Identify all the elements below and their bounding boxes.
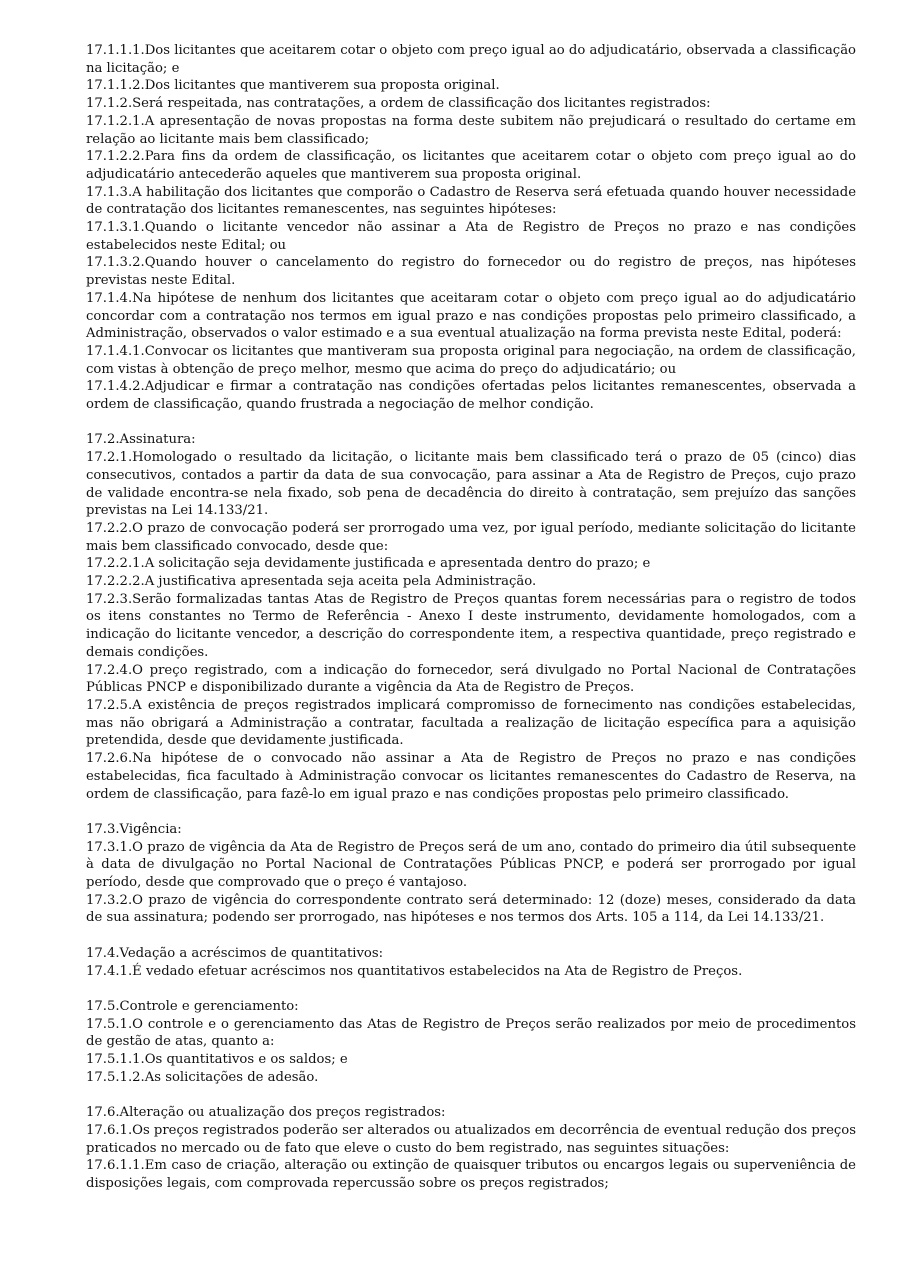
clause-17-2-2: 17.2.2.O prazo de convocação poderá ser prorrogado uma vez, por igual período, mediante solicitação do licitante mais bem classificado convocado, desde que: bbox=[86, 520, 856, 554]
clause-17-1-3: 17.1.3.A habilitação dos licitantes que comporão o Cadastro de Reserva será efetuada quando houver necessidade de contratação dos licitantes remanescentes, nas seguintes hipóteses: bbox=[86, 184, 856, 218]
section-17-2 bbox=[86, 431, 856, 803]
clause-17-2-2-2: 17.2.2.2.A justificativa apresentada seja aceita pela Administração. bbox=[86, 574, 537, 590]
clause-17-2-1: 17.2.1.Homologado o resultado da licitação, o licitante mais bem classificado terá o prazo de 05 (cinco) dias consecutivos, contados a partir da data de sua convocação, para assinar a Ata de Registro de Preços, cujo prazo de validade encontra-se nela fixado, sob pena de decadência do direito à contratação, sem prejuízo das sanções previstas na Lei 14.133/21. bbox=[86, 450, 856, 519]
clause-17-3-2: 17.3.2.O prazo de vigência do correspondente contrato será determinado: 12 (doze) meses, considerado da data de sua assinatura; podendo ser prorrogado, nas hipóteses e nos termos dos Arts. 105 a 114, da Lei 14.133/21. bbox=[86, 892, 856, 926]
section-17-3 bbox=[86, 821, 856, 927]
section-heading-alteracao: 17.6.Alteração ou atualização dos preços registrados: bbox=[86, 1105, 446, 1121]
clause-17-6-1: 17.6.1.Os preços registrados poderão ser alterados ou atualizados em decorrência de eventual redução dos preços praticados no mercado ou de fato que eleve o custo do bem registrado, nas seguintes situações: bbox=[86, 1122, 856, 1156]
clause-17-1-3-1: 17.1.3.1.Quando o licitante vencedor não assinar a Ata de Registro de Preços no prazo e nas condições estabelecidos neste Edital; ou bbox=[86, 220, 856, 253]
section-heading-vigencia: 17.3.Vigência: bbox=[86, 821, 182, 837]
section-17-6 bbox=[86, 1104, 856, 1193]
clause-17-1-2-1: 17.1.2.1.A apresentação de novas propostas na forma deste subitem não prejudicará o resultado do certame em relação ao licitante mais bem classificado; bbox=[86, 113, 856, 147]
clause-17-2-4: 17.2.4.O preço registrado, com a indicação do fornecedor, será divulgado no Portal Nacional de Contratações Públicas PNCP e disponibilizado durante a vigência da Ata de Registro de Preços. bbox=[86, 662, 856, 696]
section-heading-vedacao: 17.4.Vedação a acréscimos de quantitativos: bbox=[86, 945, 384, 961]
clause-17-3-1: 17.3.1.O prazo de vigência da Ata de Registro de Preços será de um ano, contado do primeiro dia útil subsequente à data de divulgação no Portal Nacional de Contratações Públicas PNCP, e poderá ser prorrogado por igual período, desde que comprovado que o preço é vantajoso. bbox=[86, 839, 856, 891]
clause-17-2-2-1: 17.2.2.1.A solicitação seja devidamente justificada e apresentada dentro do prazo; e bbox=[86, 556, 651, 572]
section-17-5 bbox=[86, 998, 856, 1087]
clause-17-2-3: 17.2.3.Serão formalizadas tantas Atas de Registro de Preços quantas forem necessárias para o registro de todos os itens constantes no Termo de Referência - Anexo I deste instrumento, devidamente homologados, com a indicação do licitante vencedor, a descrição do correspondente item, a respectiva quantidade, preço registrado e demais condições. bbox=[86, 591, 856, 660]
clause-17-5-1: 17.5.1.O controle e o gerenciamento das Atas de Registro de Preços serão realizados por meio de procedimentos de gestão de atas, quanto a: bbox=[86, 1016, 856, 1050]
section-17-1-continued bbox=[86, 42, 856, 414]
section-heading-controle: 17.5.Controle e gerenciamento: bbox=[86, 998, 299, 1014]
clause-17-1-4: 17.1.4.Na hipótese de nenhum dos licitantes que aceitaram cotar o objeto com preço igual ao do adjudicatário concordar com a contratação nos termos em igual prazo e nas condições propostas pelo primeiro classificado, a Administração, observados o valor estimado e a sua eventual atualização na forma prevista neste Edital, poderá: bbox=[86, 290, 856, 342]
section-17-4 bbox=[86, 945, 856, 980]
clause-17-1-4-2: 17.1.4.2.Adjudicar e firmar a contratação nas condições ofertadas pelos licitantes remanescentes, observada a ordem de classificação, quando frustrada a negociação de melhor condição. bbox=[86, 379, 856, 413]
clause-17-1-2-2: 17.1.2.2.Para fins da ordem de classificação, os licitantes que aceitarem cotar o objeto com preço igual ao do adjudicatário antecederão aqueles que mantiverem sua proposta original. bbox=[86, 149, 856, 182]
clause-17-1-3-2: 17.1.3.2.Quando houver o cancelamento do registro do fornecedor ou do registro de preços, nas hipóteses previstas neste Edital. bbox=[86, 255, 856, 289]
clause-17-2-6: 17.2.6.Na hipótese de o convocado não assinar a Ata de Registro de Preços no prazo e nas condições estabelecidas, fica facultado à Administração convocar os licitantes remanescentes do Cadastro de Reserva, na ordem de classificação, para fazê-lo em igual prazo e nas condições propostas pelo primeiro classificado. bbox=[86, 751, 856, 802]
clause-17-2-5: 17.2.5.A existência de preços registrados implicará compromisso de fornecimento nas condições estabelecidas, mas não obrigará a Administração a contratar, facultada a realização de licitação específica para a aquisição pretendida, desde que devidamente justificada. bbox=[86, 698, 856, 749]
clause-17-5-1-2: 17.5.1.2.As solicitações de adesão. bbox=[86, 1069, 319, 1085]
clause-17-6-1-1: 17.6.1.1.Em caso de criação, alteração ou extinção de quaisquer tributos ou encargos legais ou superveniência de disposições legais, com comprovada repercussão sobre os preços registrados; bbox=[86, 1158, 856, 1191]
clause-17-1-2: 17.1.2.Será respeitada, nas contratações, a ordem de classificação dos licitantes registrados: bbox=[86, 96, 711, 112]
clause-17-5-1-1: 17.5.1.1.Os quantitativos e os saldos; e bbox=[86, 1052, 348, 1068]
clause-17-1-1-2: 17.1.1.2.Dos licitantes que mantiverem sua proposta original. bbox=[86, 78, 500, 94]
section-heading-assinatura: 17.2.Assinatura: bbox=[86, 432, 196, 448]
clause-17-4-1: 17.4.1.É vedado efetuar acréscimos nos quantitativos estabelecidos na Ata de Registro de Preços. bbox=[86, 963, 743, 979]
document-page bbox=[86, 42, 856, 1193]
clause-17-1-1-1: 17.1.1.1.Dos licitantes que aceitarem cotar o objeto com preço igual ao do adjudicatário, observada a classificação na licitação; e bbox=[86, 43, 856, 76]
clause-17-1-4-1: 17.1.4.1.Convocar os licitantes que mantiveram sua proposta original para negociação, na ordem de classificação, com vistas à obtenção de preço melhor, mesmo que acima do preço do adjudicatário; ou bbox=[86, 343, 856, 377]
